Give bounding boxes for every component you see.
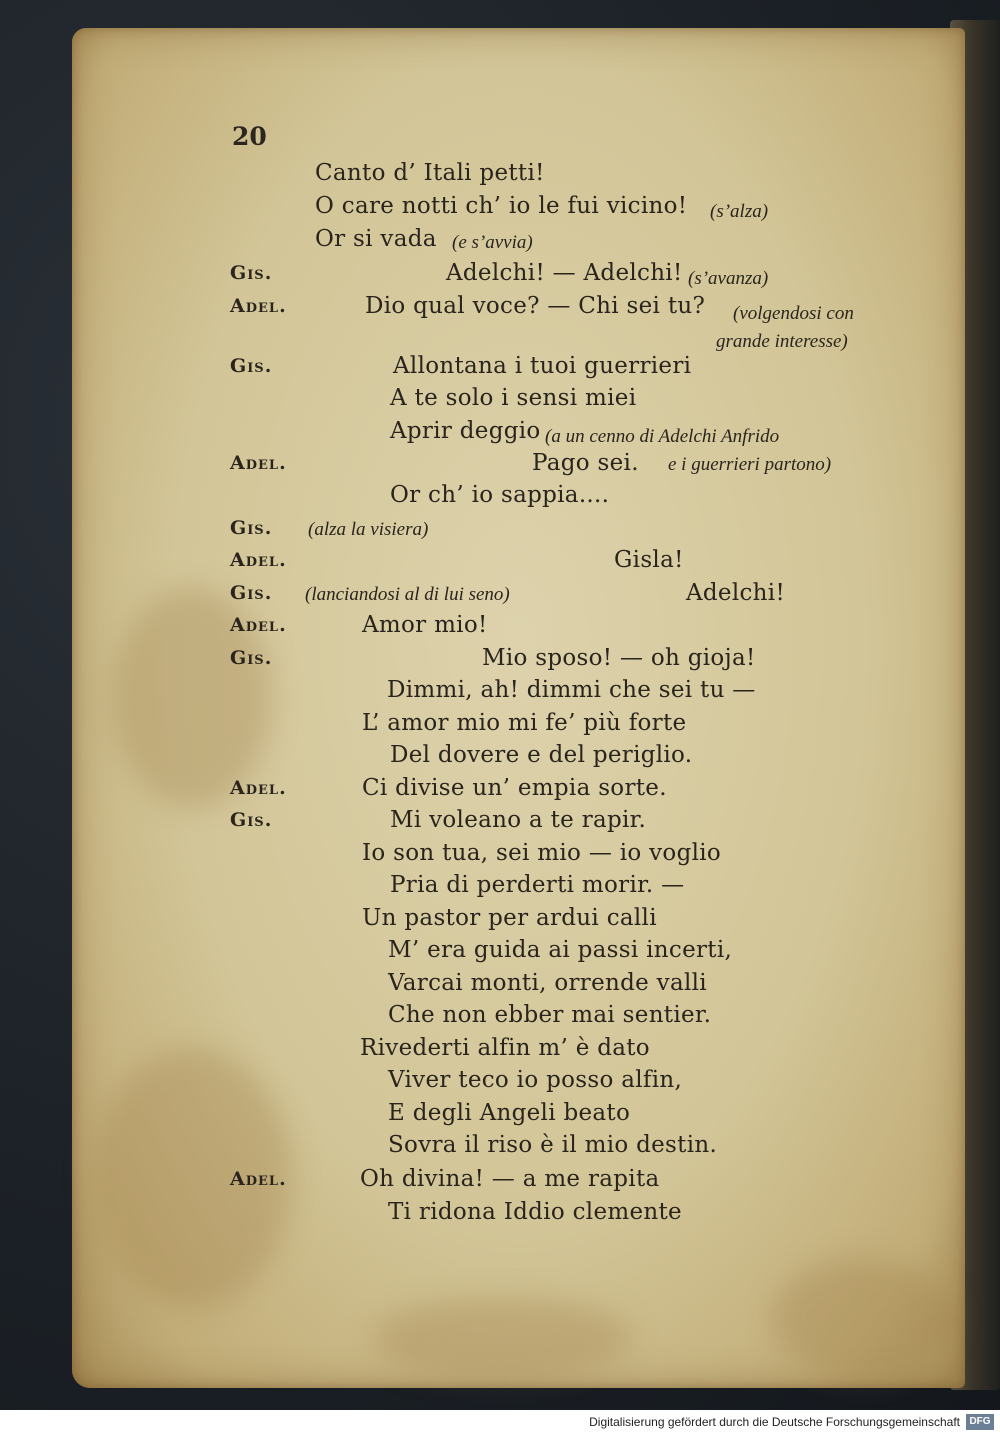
- text-line: [0, 677, 950, 709]
- text-line: [0, 1100, 950, 1132]
- stain: [372, 1298, 632, 1378]
- verse-text: Varcai monti, orrende valli: [388, 970, 707, 996]
- footer-credit: Digitalisierung gefördert durch die Deutsche Forschungsgemeinschaft: [589, 1415, 960, 1429]
- text-line: [0, 840, 950, 872]
- verse-text: Rivederti alfin m’ è dato: [360, 1035, 650, 1061]
- stage-direction: e i guerrieri partono): [668, 454, 832, 475]
- text-line: [0, 547, 950, 579]
- speaker-label: Gis.: [230, 355, 273, 377]
- text-line: [0, 160, 950, 192]
- text-line: [0, 515, 950, 547]
- text-line: [0, 872, 950, 904]
- verse-text: Io son tua, sei mio — io voglio: [362, 840, 722, 866]
- text-line: [0, 226, 950, 258]
- text-line: [0, 970, 950, 1002]
- text-line: [0, 775, 950, 807]
- verse-text: Pago sei.: [532, 450, 639, 476]
- text-line: [0, 937, 950, 969]
- verse-text: A te solo i sensi miei: [390, 385, 637, 411]
- speaker-label: Adel.: [230, 549, 287, 571]
- verse-text: Pria di perderti morir. —: [390, 872, 685, 898]
- speaker-label: Gis.: [230, 262, 273, 284]
- stage-direction: (s’avanza): [688, 268, 769, 289]
- stage-direction: (a un cenno di Adelchi Anfrido: [545, 426, 780, 447]
- text-line: [0, 1199, 950, 1231]
- speaker-label: Adel.: [230, 295, 287, 317]
- verse-text: Canto d’ Itali petti!: [315, 160, 545, 186]
- stage-direction: (alza la visiera): [308, 519, 429, 540]
- verse-text: Or ch’ io sappia....: [390, 482, 610, 508]
- speaker-label: Adel.: [230, 1168, 287, 1190]
- verse-text: Mio sposo! — oh gioja!: [482, 645, 756, 671]
- text-line: [0, 450, 950, 482]
- speaker-label: Gis.: [230, 582, 273, 604]
- verse-text: Mi voleano a te rapir.: [390, 807, 647, 833]
- text-line: [0, 293, 950, 325]
- speaker-label: Gis.: [230, 517, 273, 539]
- verse-text: M’ era guida ai passi incerti,: [388, 937, 733, 963]
- verse-text: Oh divina! — a me rapita: [360, 1166, 660, 1192]
- speaker-label: Adel.: [230, 614, 287, 636]
- text-line: [0, 710, 950, 742]
- text-line: [0, 1166, 950, 1198]
- verse-text: Ci divise un’ empia sorte.: [362, 775, 667, 801]
- speaker-label: Adel.: [230, 452, 287, 474]
- verse-text: Un pastor per ardui calli: [362, 905, 657, 931]
- text-line: [0, 482, 950, 514]
- text-line: [0, 905, 950, 937]
- verse-text: Del dovere e del periglio.: [390, 742, 693, 768]
- text-line: [0, 742, 950, 774]
- verse-text: Adelchi! — Adelchi!: [446, 260, 683, 286]
- text-line: [0, 580, 950, 612]
- verse-text: Gisla!: [614, 547, 684, 573]
- verse-text: Viver teco io posso alfin,: [388, 1067, 683, 1093]
- text-line: [0, 612, 950, 644]
- verse-text: Adelchi!: [686, 580, 785, 606]
- speaker-label: Adel.: [230, 777, 287, 799]
- verse-text: L’ amor mio mi fe’ più forte: [362, 710, 687, 736]
- verse-text: Sovra il riso è il mio destin.: [388, 1132, 718, 1158]
- text-line: [0, 353, 950, 385]
- stage-direction: (lanciandosi al di lui seno): [305, 584, 510, 605]
- stain: [772, 1258, 952, 1378]
- verse-text: E degli Angeli beato: [388, 1100, 631, 1126]
- verse-text: Che non ebber mai sentier.: [388, 1002, 712, 1028]
- stage-direction: (e s’avvia): [452, 232, 533, 253]
- footer-bar: [0, 1410, 1000, 1435]
- verse-text: Allontana i tuoi guerrieri: [393, 353, 692, 379]
- text-line: [0, 260, 950, 292]
- text-line: [0, 807, 950, 839]
- verse-text: Amor mio!: [362, 612, 488, 638]
- text-line: [0, 418, 950, 450]
- verse-text: Dio qual voce? — Chi sei tu?: [365, 293, 706, 319]
- verse-text: Aprir deggio: [390, 418, 541, 444]
- page-number: 20: [232, 122, 267, 151]
- text-line: [0, 385, 950, 417]
- text-line: [0, 1067, 950, 1099]
- speaker-label: Gis.: [230, 647, 273, 669]
- text-line: [0, 1035, 950, 1067]
- verse-text: O care notti ch’ io le fui vicino!: [315, 193, 688, 219]
- verse-text: Dimmi, ah! dimmi che sei tu —: [387, 677, 756, 703]
- text-line: [0, 193, 950, 225]
- stage-direction: (s’alza): [710, 201, 769, 222]
- text-line: [0, 1002, 950, 1034]
- stage-direction: grande interesse): [716, 331, 848, 352]
- verse-text: Ti ridona Iddio clemente: [388, 1199, 682, 1225]
- speaker-label: Gis.: [230, 809, 273, 831]
- text-line: [0, 645, 950, 677]
- verse-text: Or si vada: [315, 226, 437, 252]
- dfg-logo: DFG: [966, 1414, 994, 1430]
- text-line: [0, 1132, 950, 1164]
- stage-direction: (volgendosi con: [733, 303, 854, 324]
